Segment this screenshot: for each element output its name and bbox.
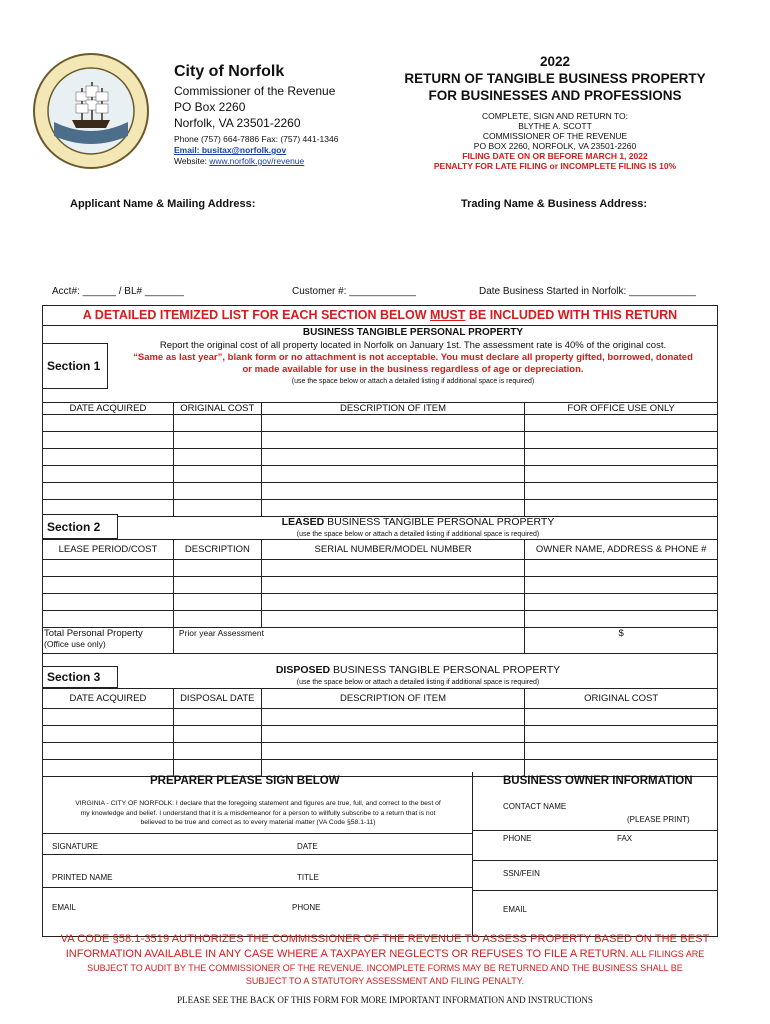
office-city: City of Norfolk [174,63,285,80]
s1-cell[interactable] [261,483,525,500]
return-year: 2022 [539,54,571,69]
s1-cell[interactable] [261,449,525,466]
declaration-line-1: VIRGINIA - CITY OF NORFOLK: I declare that the foregoing statement and figures are true, full, and correct to the best of [75,800,441,807]
s3-cell[interactable] [43,760,174,777]
divider [472,772,473,937]
s2-col-lease-label: LEASE PERIOD/COST [58,544,158,555]
footer-line-4: SUBJECT TO A STATUTORY ASSESSMENT AND FILING PENALTY. [245,976,525,986]
section-2-heading [118,516,718,528]
section-3-table [42,688,718,777]
signature-label: SIGNATURE [52,842,99,851]
s3-col-desc [261,689,525,709]
table-row [43,594,718,611]
s2-col-owner-label: OWNER NAME, ADDRESS & PHONE # [535,544,707,555]
s1-cell[interactable] [43,466,174,483]
date-label: DATE [297,842,318,851]
s3-col-disposal [173,689,261,709]
s2-cell[interactable] [261,594,525,611]
s3-cell[interactable] [525,709,718,726]
s1-cell[interactable] [173,500,261,517]
s1-col-office [525,403,718,415]
s2-cell[interactable] [525,594,718,611]
s1-cell[interactable] [173,466,261,483]
section-2-table [42,539,718,654]
section-3-note: (use the space below or attach a detailed listing if additional space is required) [296,679,540,686]
divider [42,325,718,326]
assessment-amount[interactable] [525,628,718,654]
owner-fax-label: FAX [617,834,633,843]
s3-cell[interactable] [43,726,174,743]
s1-cell[interactable] [43,432,174,449]
s2-col-owner [525,540,718,560]
total-label-1: Total Personal Property [44,628,143,639]
office-citystate: Norfolk, VA 23501-2260 [174,116,301,130]
table-row [43,449,718,466]
section-1-header [108,327,718,385]
return-line-3: COMMISSIONER OF THE REVENUE [482,131,628,141]
date-started-field[interactable]: Date Business Started in Norfolk: ____________ [479,286,696,297]
s2-cell[interactable] [261,560,525,577]
s3-col-date [43,689,174,709]
section-1-heading: BUSINESS TANGIBLE PERSONAL PROPERTY [302,327,524,338]
table-row [43,726,718,743]
return-title-2: FOR BUSINESSES AND PROFESSIONS [428,88,682,103]
table-row [43,611,718,628]
s3-col-desc-label: DESCRIPTION OF ITEM [339,693,447,704]
s3-col-disposal-label: DISPOSAL DATE [180,693,255,704]
s3-col-cost-label: ORIGINAL COST [584,693,659,704]
customer-field[interactable]: Customer #: ____________ [292,286,416,297]
section-1-line-2: “Same as last year”, blank form or no attachment is not acceptable. You must declare all property gifted, borrowed, donated [133,352,693,363]
s1-cell[interactable] [173,449,261,466]
preparer-email-label: EMAIL [52,903,77,912]
ssn-fein-label: SSN/FEIN [503,869,540,878]
total-personal-property [43,628,174,654]
s3-cell[interactable] [261,760,525,777]
s1-col-date-label: DATE ACQUIRED [69,403,147,414]
s2-cell[interactable] [525,577,718,594]
preparer-declaration [46,799,470,828]
total-label-2: (Office use only) [44,639,106,649]
trading-address-label: Trading Name & Business Address: [461,198,648,210]
s2-cell[interactable] [43,594,174,611]
s3-cell[interactable] [261,709,525,726]
s3-cell[interactable] [261,743,525,760]
table-row [43,760,718,777]
footer-notice [40,933,730,986]
back-of-form-note: PLEASE SEE THE BACK OF THIS FORM FOR MORE IMPORTANT INFORMATION AND INSTRUCTIONS [177,995,593,1005]
s1-cell [525,449,718,466]
return-line-2: BLYTHE A. SCOTT [518,121,592,131]
footer-line-3: SUBJECT TO AUDIT BY THE COMMISSIONER OF THE REVENUE. INCOMPLETE FORMS MAY BE RETURNED AND THE BUSINESS SHALL BE [87,963,683,973]
prior-year-assessment[interactable] [173,628,524,654]
s1-cell[interactable] [43,449,174,466]
s3-cell[interactable] [173,726,261,743]
s2-cell[interactable] [173,577,261,594]
s2-cell[interactable] [43,611,174,628]
s1-cell[interactable] [43,483,174,500]
s1-cell [525,415,718,432]
title-label: TITLE [297,873,319,882]
s1-cell[interactable] [261,432,525,449]
s1-col-desc-label: DESCRIPTION OF ITEM [339,403,447,414]
footer-line-2a: INFORMATION AVAILABLE IN ANY CASE WHERE A TAXPAYER NEGLECTS OR REFUSES TO FILE A RETURN. [65,948,629,960]
section-2-heading-bold: LEASED [281,516,325,528]
s2-cell[interactable] [261,611,525,628]
banner-pre: A DETAILED ITEMIZED LIST FOR EACH SECTION BELOW [82,308,430,322]
section-1-line-3: or made available for use in the business regardless of age or depreciation. [242,364,584,375]
footer-line-2 [40,948,730,960]
s2-cell[interactable] [173,611,261,628]
banner-must: MUST [429,308,466,322]
s1-cell[interactable] [261,415,525,432]
s2-col-serial [261,540,525,560]
s2-cell[interactable] [173,560,261,577]
s1-cell[interactable] [173,483,261,500]
section-2-label: Section 2 [42,514,118,539]
s3-cell[interactable] [525,726,718,743]
return-line-4: PO BOX 2260, NORFOLK, VA 23501-2260 [473,141,637,151]
s1-col-cost-label: ORIGINAL COST [180,403,255,414]
city-seal [32,52,150,170]
declaration-line-2: my knowledge and belief. I understand that it is a misdemeanor for a person to willfully subscribe to a return that is not [80,809,436,817]
table-row [43,466,718,483]
return-title-1: RETURN OF TANGIBLE BUSINESS PROPERTY [404,71,706,86]
s2-cell[interactable] [525,611,718,628]
s3-cell[interactable] [173,709,261,726]
s2-cell[interactable] [525,560,718,577]
s1-cell[interactable] [261,466,525,483]
divider [472,890,718,891]
s3-cell[interactable] [525,743,718,760]
s1-col-date [43,403,174,415]
section-1-line-1: Report the original cost of all property located in Norfolk on January 1st. The assessment rate is 40% of the original cost. [159,340,667,351]
s2-cell[interactable] [173,594,261,611]
table-row [43,415,718,432]
s1-cell [525,500,718,517]
s3-cell[interactable] [173,760,261,777]
table-row [43,500,718,517]
owner-email-label: EMAIL [503,905,528,914]
preparer-heading: PREPARER PLEASE SIGN BELOW [150,775,340,787]
signature-field[interactable] [42,834,472,854]
section-3-heading-bold: DISPOSED [275,664,331,676]
section-3-heading-rest: BUSINESS TANGIBLE PERSONAL PROPERTY [330,664,561,676]
divider [42,854,472,855]
s3-cell[interactable] [43,743,174,760]
s1-cell [525,432,718,449]
table-row [43,483,718,500]
table-row [43,709,718,726]
s1-col-cost [173,403,261,415]
s1-cell[interactable] [261,500,525,517]
section-3-label: Section 3 [42,666,118,688]
s3-cell[interactable] [173,743,261,760]
s1-cell[interactable] [173,415,261,432]
footer-line-2b: ALL FILINGS ARE [628,949,705,959]
s1-cell [525,483,718,500]
s1-col-desc [261,403,525,415]
divider [42,887,472,888]
office-email-link[interactable]: Email: busitax@norfolk.gov [174,145,287,155]
s2-col-desc [173,540,261,560]
s2-col-lease [43,540,174,560]
please-print: (PLEASE PRINT) [627,815,690,824]
website-label: Website: [174,156,210,166]
section-1-table [42,402,718,517]
s2-cell[interactable] [261,577,525,594]
owner-phone-label: PHONE [503,834,532,843]
printed-name-label: PRINTED NAME [52,873,113,882]
divider [472,860,718,861]
itemized-banner [42,308,718,322]
s1-cell[interactable] [43,415,174,432]
s1-cell[interactable] [173,432,261,449]
office-phone: Phone (757) 664-7886 Fax: (757) 441-1346 [174,134,339,144]
table-row [43,432,718,449]
return-header [355,54,755,171]
preparer-phone-label: PHONE [292,903,321,912]
acct-field[interactable]: Acct#: ______ / BL# _______ [52,286,184,297]
return-line-1: COMPLETE, SIGN AND RETURN TO: [481,111,629,121]
prior-year-label: Prior year Assessment [178,628,264,638]
divider [472,830,718,831]
contact-name-label: CONTACT NAME [503,802,567,811]
table-row [43,577,718,594]
section-2-note: (use the space below or attach a detailed listing if additional space is required) [296,531,540,538]
section-2-heading-rest: BUSINESS TANGIBLE PERSONAL PROPERTY [324,516,555,528]
section-1-label: Section 1 [42,343,108,389]
office-info [174,63,338,166]
section-1-note: (use the space below or attach a detailed listing if additional space is required) [291,378,535,385]
s3-col-cost [525,689,718,709]
penalty-note: PENALTY FOR LATE FILING or INCOMPLETE FILING IS 10% [433,161,677,171]
website-link[interactable]: www.norfolk.gov/revenue [209,156,305,166]
s2-cell[interactable] [43,560,174,577]
s3-cell[interactable] [261,726,525,743]
section-3-heading [118,664,718,676]
s3-cell[interactable] [43,709,174,726]
applicant-address-label: Applicant Name & Mailing Address: [70,198,256,210]
filing-date: FILING DATE ON OR BEFORE MARCH 1, 2022 [462,151,648,161]
banner-post: BE INCLUDED WITH THIS RETURN [465,308,678,322]
s2-col-desc-label: DESCRIPTION [184,544,250,555]
s1-col-office-label: FOR OFFICE USE ONLY [567,403,675,414]
table-row [43,560,718,577]
s2-col-serial-label: SERIAL NUMBER/MODEL NUMBER [314,544,472,555]
footer-line-1: VA CODE §58.1-3519 AUTHORIZES THE COMMISSIONER OF THE REVENUE TO ASSESS PROPERTY BASED ON THE BEST [60,933,710,945]
dollar-sign: $ [618,628,624,639]
office-box: PO Box 2260 [174,100,246,114]
owner-heading: BUSINESS OWNER INFORMATION [503,775,693,787]
s3-col-date-label: DATE ACQUIRED [69,693,147,704]
s3-cell[interactable] [525,760,718,777]
office-website [174,156,338,166]
s1-cell [525,466,718,483]
declaration-line-3: believed to be true and correct as to every material matter (VA Code §58.1-11) [140,819,376,826]
s2-cell[interactable] [43,577,174,594]
table-row [43,743,718,760]
office-title: Commissioner of the Revenue [174,84,336,98]
